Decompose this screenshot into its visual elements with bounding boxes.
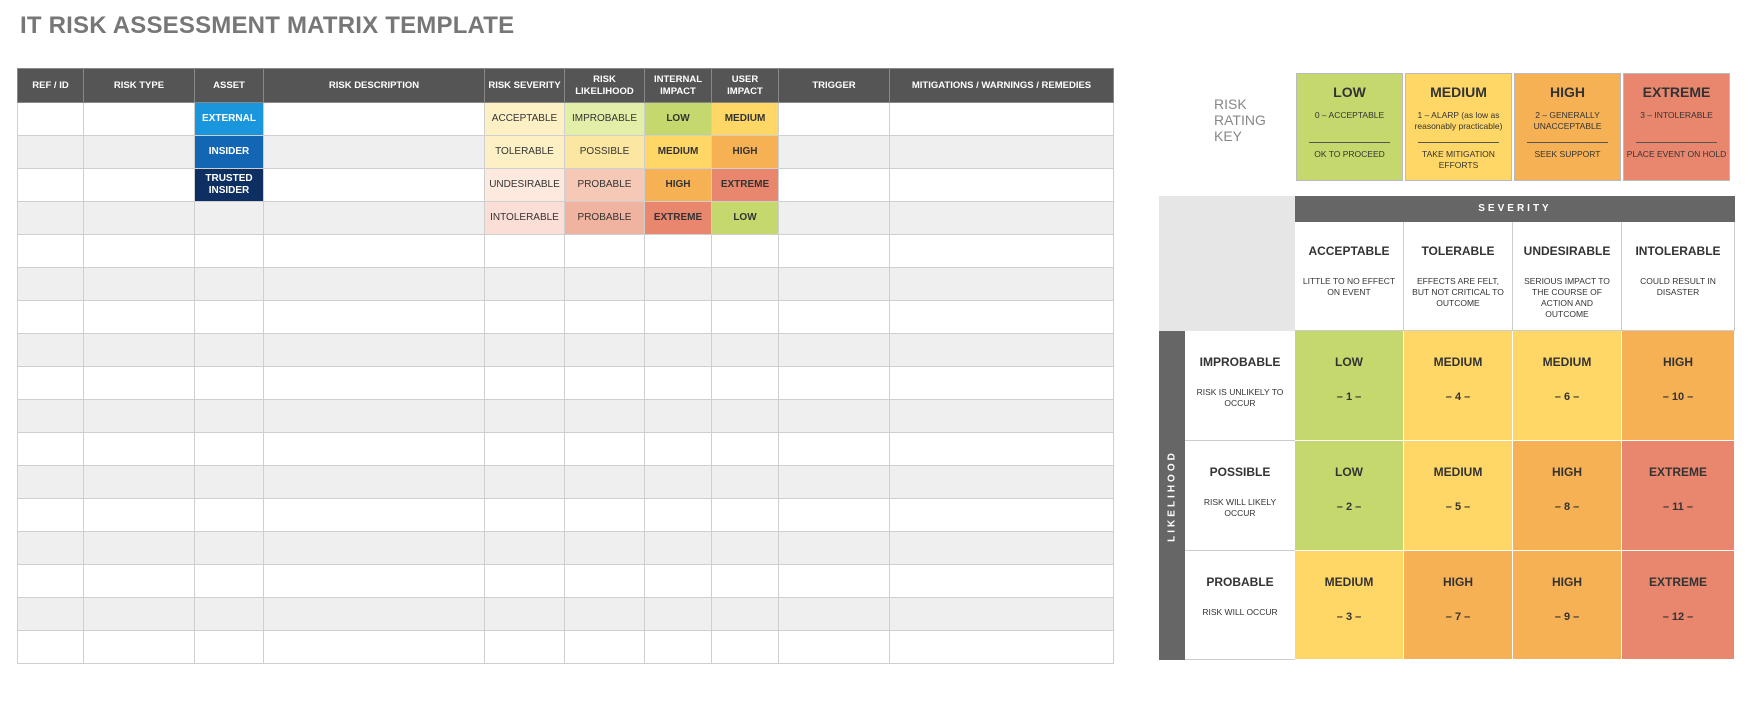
table-cell[interactable] xyxy=(890,565,1114,598)
likelihood-improbable xyxy=(1185,331,1295,441)
table-cell[interactable] xyxy=(779,268,890,301)
table-cell[interactable] xyxy=(779,400,890,433)
table-cell[interactable] xyxy=(565,532,645,565)
cell-score: – 12 – xyxy=(1662,611,1694,623)
table-cell[interactable] xyxy=(779,466,890,499)
table-cell[interactable] xyxy=(645,235,712,268)
table-cell[interactable] xyxy=(18,136,84,169)
cell-score: – 10 – xyxy=(1662,391,1694,403)
table-cell[interactable] xyxy=(485,400,565,433)
col-risk-severity: RISK SEVERITY xyxy=(485,69,565,103)
asset-cell[interactable]: EXTERNAL xyxy=(195,103,264,136)
table-row xyxy=(18,400,1114,433)
table-cell[interactable] xyxy=(890,466,1114,499)
table-cell[interactable] xyxy=(712,268,779,301)
severity-title: TOLERABLE xyxy=(1421,244,1495,258)
likelihood-cell[interactable]: IMPROBABLE xyxy=(565,103,645,136)
table-header-row xyxy=(18,69,1114,103)
likelihood-cell[interactable]: PROBABLE xyxy=(565,169,645,202)
key-divider xyxy=(1636,142,1717,143)
table-cell[interactable] xyxy=(18,103,84,136)
cell-rating: MEDIUM xyxy=(1433,465,1483,479)
table-cell[interactable] xyxy=(84,169,195,202)
table-cell[interactable] xyxy=(712,367,779,400)
table-cell[interactable] xyxy=(264,598,485,631)
user-impact-cell[interactable]: HIGH xyxy=(712,136,779,169)
internal-impact-cell[interactable]: MEDIUM xyxy=(645,136,712,169)
table-cell[interactable] xyxy=(195,499,264,532)
table-cell[interactable] xyxy=(645,268,712,301)
likelihood-title: IMPROBABLE xyxy=(1199,355,1281,369)
key-label-text: RISK RATING KEY xyxy=(1214,96,1266,144)
table-cell[interactable] xyxy=(645,631,712,664)
table-cell[interactable] xyxy=(645,499,712,532)
key-desc: 0 – ACCEPTABLE xyxy=(1314,110,1385,120)
key-title: LOW xyxy=(1333,84,1366,100)
table-cell[interactable] xyxy=(565,301,645,334)
table-cell[interactable] xyxy=(18,301,84,334)
key-divider xyxy=(1527,142,1608,143)
table-cell[interactable] xyxy=(890,334,1114,367)
severity-header-bar: SEVERITY xyxy=(1295,196,1735,222)
table-cell[interactable] xyxy=(84,202,195,235)
table-row xyxy=(18,466,1114,499)
matrix-cell xyxy=(1622,441,1735,551)
table-cell[interactable] xyxy=(779,532,890,565)
table-cell[interactable] xyxy=(712,532,779,565)
matrix-cell xyxy=(1622,551,1735,660)
cell-rating: HIGH xyxy=(1552,465,1582,479)
table-cell[interactable] xyxy=(712,466,779,499)
key-desc: 1 – ALARP (as low as reasonably practicable) xyxy=(1414,110,1503,131)
table-cell[interactable] xyxy=(18,367,84,400)
severity-intolerable xyxy=(1622,222,1735,331)
table-cell[interactable] xyxy=(779,433,890,466)
table-cell[interactable] xyxy=(195,301,264,334)
table-cell[interactable] xyxy=(890,631,1114,664)
likelihood-probable xyxy=(1185,551,1295,660)
table-cell[interactable] xyxy=(18,499,84,532)
severity-title: ACCEPTABLE xyxy=(1308,244,1390,258)
table-cell[interactable] xyxy=(84,631,195,664)
table-cell[interactable] xyxy=(712,334,779,367)
table-cell[interactable] xyxy=(779,235,890,268)
col-asset: ASSET xyxy=(195,69,264,103)
table-cell[interactable] xyxy=(890,202,1114,235)
matrix-cell xyxy=(1622,331,1735,441)
matrix-cell xyxy=(1513,551,1622,660)
table-cell[interactable] xyxy=(264,334,485,367)
likelihood-cell[interactable]: PROBABLE xyxy=(565,202,645,235)
table-cell[interactable] xyxy=(779,367,890,400)
table-cell[interactable] xyxy=(485,433,565,466)
table-cell[interactable] xyxy=(712,631,779,664)
table-cell[interactable] xyxy=(84,499,195,532)
table-cell[interactable] xyxy=(485,268,565,301)
table-cell[interactable] xyxy=(565,565,645,598)
table-cell[interactable] xyxy=(84,433,195,466)
likelihood-possible xyxy=(1185,441,1295,551)
table-cell[interactable] xyxy=(195,268,264,301)
cell-score: – 6 – xyxy=(1554,391,1580,403)
table-cell[interactable] xyxy=(18,169,84,202)
table-row xyxy=(18,532,1114,565)
cell-score: – 8 – xyxy=(1554,501,1580,513)
table-cell[interactable] xyxy=(890,499,1114,532)
col-risk-likelihood: RISK LIKELIHOOD xyxy=(565,69,645,103)
col-ref-id: REF / ID xyxy=(18,69,84,103)
table-cell[interactable] xyxy=(264,631,485,664)
table-cell[interactable] xyxy=(18,433,84,466)
table-cell[interactable] xyxy=(18,400,84,433)
table-cell[interactable] xyxy=(485,631,565,664)
user-impact-cell[interactable]: EXTREME xyxy=(712,169,779,202)
table-cell[interactable] xyxy=(195,598,264,631)
cell-rating: HIGH xyxy=(1443,575,1473,589)
table-row xyxy=(18,202,1114,235)
table-cell[interactable] xyxy=(195,466,264,499)
table-cell[interactable] xyxy=(264,235,485,268)
key-action: PLACE EVENT ON HOLD xyxy=(1626,149,1727,159)
table-cell[interactable] xyxy=(18,532,84,565)
cell-rating: LOW xyxy=(1335,465,1363,479)
table-cell[interactable] xyxy=(84,367,195,400)
table-cell[interactable] xyxy=(779,499,890,532)
table-cell[interactable] xyxy=(264,565,485,598)
table-cell[interactable] xyxy=(84,301,195,334)
table-cell[interactable] xyxy=(712,235,779,268)
table-cell[interactable] xyxy=(18,631,84,664)
severity-desc: SERIOUS IMPACT TO THE COURSE OF ACTION AND OUTCOME xyxy=(1524,276,1610,319)
table-cell[interactable] xyxy=(18,565,84,598)
table-cell[interactable] xyxy=(890,235,1114,268)
key-high xyxy=(1514,73,1621,181)
cell-score: – 1 – xyxy=(1336,391,1362,403)
table-cell[interactable] xyxy=(485,532,565,565)
user-impact-cell[interactable]: MEDIUM xyxy=(712,103,779,136)
table-cell[interactable] xyxy=(779,598,890,631)
cell-score: – 11 – xyxy=(1663,501,1693,513)
table-cell[interactable] xyxy=(18,268,84,301)
table-cell[interactable] xyxy=(485,565,565,598)
table-cell[interactable] xyxy=(779,169,890,202)
table-cell[interactable] xyxy=(779,202,890,235)
col-mitigations: MITIGATIONS / WARNINGS / REMEDIES xyxy=(890,69,1114,103)
table-cell[interactable] xyxy=(485,466,565,499)
likelihood-title: POSSIBLE xyxy=(1209,465,1271,479)
table-cell[interactable] xyxy=(890,532,1114,565)
col-user-impact: USER IMPACT xyxy=(712,69,779,103)
cell-score: – 9 – xyxy=(1554,611,1580,623)
matrix-cell xyxy=(1295,441,1404,551)
table-cell[interactable] xyxy=(890,433,1114,466)
table-cell[interactable] xyxy=(84,532,195,565)
table-row xyxy=(18,169,1114,202)
table-cell[interactable] xyxy=(18,466,84,499)
table-cell[interactable] xyxy=(18,334,84,367)
table-cell[interactable] xyxy=(84,400,195,433)
table-row xyxy=(18,136,1114,169)
cell-rating: MEDIUM xyxy=(1542,355,1592,369)
likelihood-desc: RISK IS UNLIKELY TO OCCUR xyxy=(1196,387,1284,408)
severity-desc: LITTLE TO NO EFFECT ON EVENT xyxy=(1302,276,1396,297)
col-internal-impact: INTERNAL IMPACT xyxy=(645,69,712,103)
table-cell[interactable] xyxy=(890,367,1114,400)
table-cell[interactable] xyxy=(485,367,565,400)
likelihood-title: PROBABLE xyxy=(1206,575,1274,589)
table-cell[interactable] xyxy=(712,301,779,334)
table-cell[interactable] xyxy=(264,169,485,202)
table-cell[interactable] xyxy=(645,433,712,466)
table-cell[interactable] xyxy=(485,301,565,334)
table-cell[interactable] xyxy=(18,235,84,268)
table-cell[interactable] xyxy=(84,136,195,169)
key-title: MEDIUM xyxy=(1430,84,1487,100)
table-cell[interactable] xyxy=(264,103,485,136)
table-cell[interactable] xyxy=(890,400,1114,433)
key-action: OK TO PROCEED xyxy=(1314,149,1385,159)
key-medium xyxy=(1405,73,1512,181)
table-cell[interactable] xyxy=(264,466,485,499)
table-cell[interactable] xyxy=(645,466,712,499)
risk-rating-key-label xyxy=(1214,96,1274,144)
table-cell[interactable] xyxy=(712,400,779,433)
likelihood-label: LIKELIHOOD xyxy=(1166,449,1178,542)
key-extreme xyxy=(1623,73,1730,181)
key-divider xyxy=(1418,142,1499,143)
asset-cell[interactable]: TRUSTED INSIDER xyxy=(195,169,264,202)
table-cell[interactable] xyxy=(84,235,195,268)
matrix-cell xyxy=(1404,331,1513,441)
table-cell[interactable] xyxy=(779,136,890,169)
internal-impact-cell[interactable]: LOW xyxy=(645,103,712,136)
table-cell[interactable] xyxy=(565,433,645,466)
table-cell[interactable] xyxy=(890,169,1114,202)
severity-title: INTOLERABLE xyxy=(1635,244,1721,258)
matrix-cell xyxy=(1295,331,1404,441)
table-cell[interactable] xyxy=(565,268,645,301)
table-cell[interactable] xyxy=(645,367,712,400)
key-title: EXTREME xyxy=(1642,84,1711,100)
table-cell[interactable] xyxy=(779,301,890,334)
table-cell[interactable] xyxy=(84,103,195,136)
table-cell[interactable] xyxy=(565,499,645,532)
table-cell[interactable] xyxy=(84,565,195,598)
severity-tolerable xyxy=(1404,222,1513,331)
cell-rating: HIGH xyxy=(1663,355,1693,369)
cell-score: – 5 – xyxy=(1445,501,1471,513)
table-row xyxy=(18,103,1114,136)
table-cell[interactable] xyxy=(195,367,264,400)
table-cell[interactable] xyxy=(195,433,264,466)
table-cell[interactable] xyxy=(712,565,779,598)
internal-impact-cell[interactable]: HIGH xyxy=(645,169,712,202)
table-cell[interactable] xyxy=(565,334,645,367)
matrix-cell xyxy=(1404,441,1513,551)
table-row xyxy=(18,565,1114,598)
table-row xyxy=(18,235,1114,268)
table-cell[interactable] xyxy=(264,532,485,565)
severity-undesirable xyxy=(1513,222,1622,331)
table-cell[interactable] xyxy=(84,598,195,631)
table-cell[interactable] xyxy=(645,301,712,334)
table-row xyxy=(18,367,1114,400)
key-divider xyxy=(1309,142,1390,143)
user-impact-cell[interactable]: LOW xyxy=(712,202,779,235)
page-title: IT RISK ASSESSMENT MATRIX TEMPLATE xyxy=(20,12,515,39)
table-cell[interactable] xyxy=(645,598,712,631)
table-cell[interactable] xyxy=(779,631,890,664)
table-cell[interactable] xyxy=(195,334,264,367)
table-cell[interactable] xyxy=(264,202,485,235)
severity-title: UNDESIRABLE xyxy=(1523,244,1611,258)
cell-rating: LOW xyxy=(1335,355,1363,369)
table-cell[interactable] xyxy=(890,301,1114,334)
table-cell[interactable] xyxy=(264,400,485,433)
table-row xyxy=(18,598,1114,631)
table-cell[interactable] xyxy=(712,433,779,466)
table-cell[interactable] xyxy=(264,499,485,532)
risk-register-table xyxy=(17,68,1114,664)
table-cell[interactable] xyxy=(779,565,890,598)
col-trigger: TRIGGER xyxy=(779,69,890,103)
key-action: SEEK SUPPORT xyxy=(1534,149,1601,159)
internal-impact-cell[interactable]: EXTREME xyxy=(645,202,712,235)
table-cell[interactable] xyxy=(485,499,565,532)
matrix-cell xyxy=(1513,331,1622,441)
key-low xyxy=(1296,73,1403,181)
key-action: TAKE MITIGATION EFFORTS xyxy=(1422,149,1495,170)
table-cell[interactable] xyxy=(565,235,645,268)
key-desc: 3 – INTOLERABLE xyxy=(1640,110,1713,120)
severity-cell[interactable]: UNDESIRABLE xyxy=(485,169,565,202)
severity-desc: COULD RESULT IN DISASTER xyxy=(1640,276,1716,297)
table-cell[interactable] xyxy=(264,367,485,400)
table-cell[interactable] xyxy=(890,268,1114,301)
table-cell[interactable] xyxy=(645,334,712,367)
table-cell[interactable] xyxy=(264,136,485,169)
table-cell[interactable] xyxy=(565,400,645,433)
table-cell[interactable] xyxy=(645,532,712,565)
severity-desc: EFFECTS ARE FELT, BUT NOT CRITICAL TO OUTCOME xyxy=(1412,276,1504,308)
table-row xyxy=(18,499,1114,532)
table-cell[interactable] xyxy=(890,598,1114,631)
cell-rating: MEDIUM xyxy=(1324,575,1374,589)
cell-rating: EXTREME xyxy=(1648,575,1707,589)
table-cell[interactable] xyxy=(890,103,1114,136)
severity-acceptable xyxy=(1295,222,1404,331)
severity-cell[interactable]: INTOLERABLE xyxy=(485,202,565,235)
table-cell[interactable] xyxy=(890,136,1114,169)
col-risk-description: RISK DESCRIPTION xyxy=(264,69,485,103)
cell-score: – 2 – xyxy=(1336,501,1362,513)
matrix-cell xyxy=(1295,551,1404,660)
cell-rating: MEDIUM xyxy=(1433,355,1483,369)
table-cell[interactable] xyxy=(485,598,565,631)
key-title: HIGH xyxy=(1550,84,1585,100)
col-risk-type: RISK TYPE xyxy=(84,69,195,103)
table-row xyxy=(18,334,1114,367)
cell-rating: HIGH xyxy=(1552,575,1582,589)
table-cell[interactable] xyxy=(84,466,195,499)
table-cell[interactable] xyxy=(712,598,779,631)
likelihood-side-bar xyxy=(1159,331,1185,660)
asset-cell[interactable]: INSIDER xyxy=(195,136,264,169)
cell-score: – 3 – xyxy=(1336,611,1362,623)
matrix-cell xyxy=(1404,551,1513,660)
severity-cell[interactable]: ACCEPTABLE xyxy=(485,103,565,136)
table-cell[interactable] xyxy=(264,301,485,334)
table-cell[interactable] xyxy=(565,598,645,631)
cell-score: – 4 – xyxy=(1445,391,1471,403)
table-cell[interactable] xyxy=(195,565,264,598)
table-cell[interactable] xyxy=(645,565,712,598)
table-row xyxy=(18,268,1114,301)
likelihood-desc: RISK WILL LIKELY OCCUR xyxy=(1203,497,1277,518)
matrix-cell xyxy=(1513,441,1622,551)
matrix-corner xyxy=(1159,196,1295,331)
table-cell[interactable] xyxy=(84,334,195,367)
table-cell[interactable] xyxy=(565,367,645,400)
table-cell[interactable] xyxy=(18,598,84,631)
table-cell[interactable] xyxy=(18,202,84,235)
asset-cell[interactable] xyxy=(195,202,264,235)
table-cell[interactable] xyxy=(264,268,485,301)
likelihood-desc: RISK WILL OCCUR xyxy=(1202,607,1278,617)
cell-score: – 7 – xyxy=(1445,611,1471,623)
table-cell[interactable] xyxy=(195,235,264,268)
table-row xyxy=(18,631,1114,664)
table-cell[interactable] xyxy=(195,532,264,565)
table-cell[interactable] xyxy=(712,499,779,532)
key-desc: 2 – GENERALLY UNACCEPTABLE xyxy=(1533,110,1602,131)
table-cell[interactable] xyxy=(264,433,485,466)
table-cell[interactable] xyxy=(779,103,890,136)
cell-rating: EXTREME xyxy=(1648,465,1707,479)
table-cell[interactable] xyxy=(485,334,565,367)
likelihood-cell[interactable]: POSSIBLE xyxy=(565,136,645,169)
table-cell[interactable] xyxy=(195,400,264,433)
table-cell[interactable] xyxy=(645,400,712,433)
table-row xyxy=(18,301,1114,334)
table-cell[interactable] xyxy=(565,631,645,664)
table-cell[interactable] xyxy=(779,334,890,367)
table-cell[interactable] xyxy=(565,466,645,499)
severity-cell[interactable]: TOLERABLE xyxy=(485,136,565,169)
table-cell[interactable] xyxy=(84,268,195,301)
table-cell[interactable] xyxy=(485,235,565,268)
table-cell[interactable] xyxy=(195,631,264,664)
table-row xyxy=(18,433,1114,466)
